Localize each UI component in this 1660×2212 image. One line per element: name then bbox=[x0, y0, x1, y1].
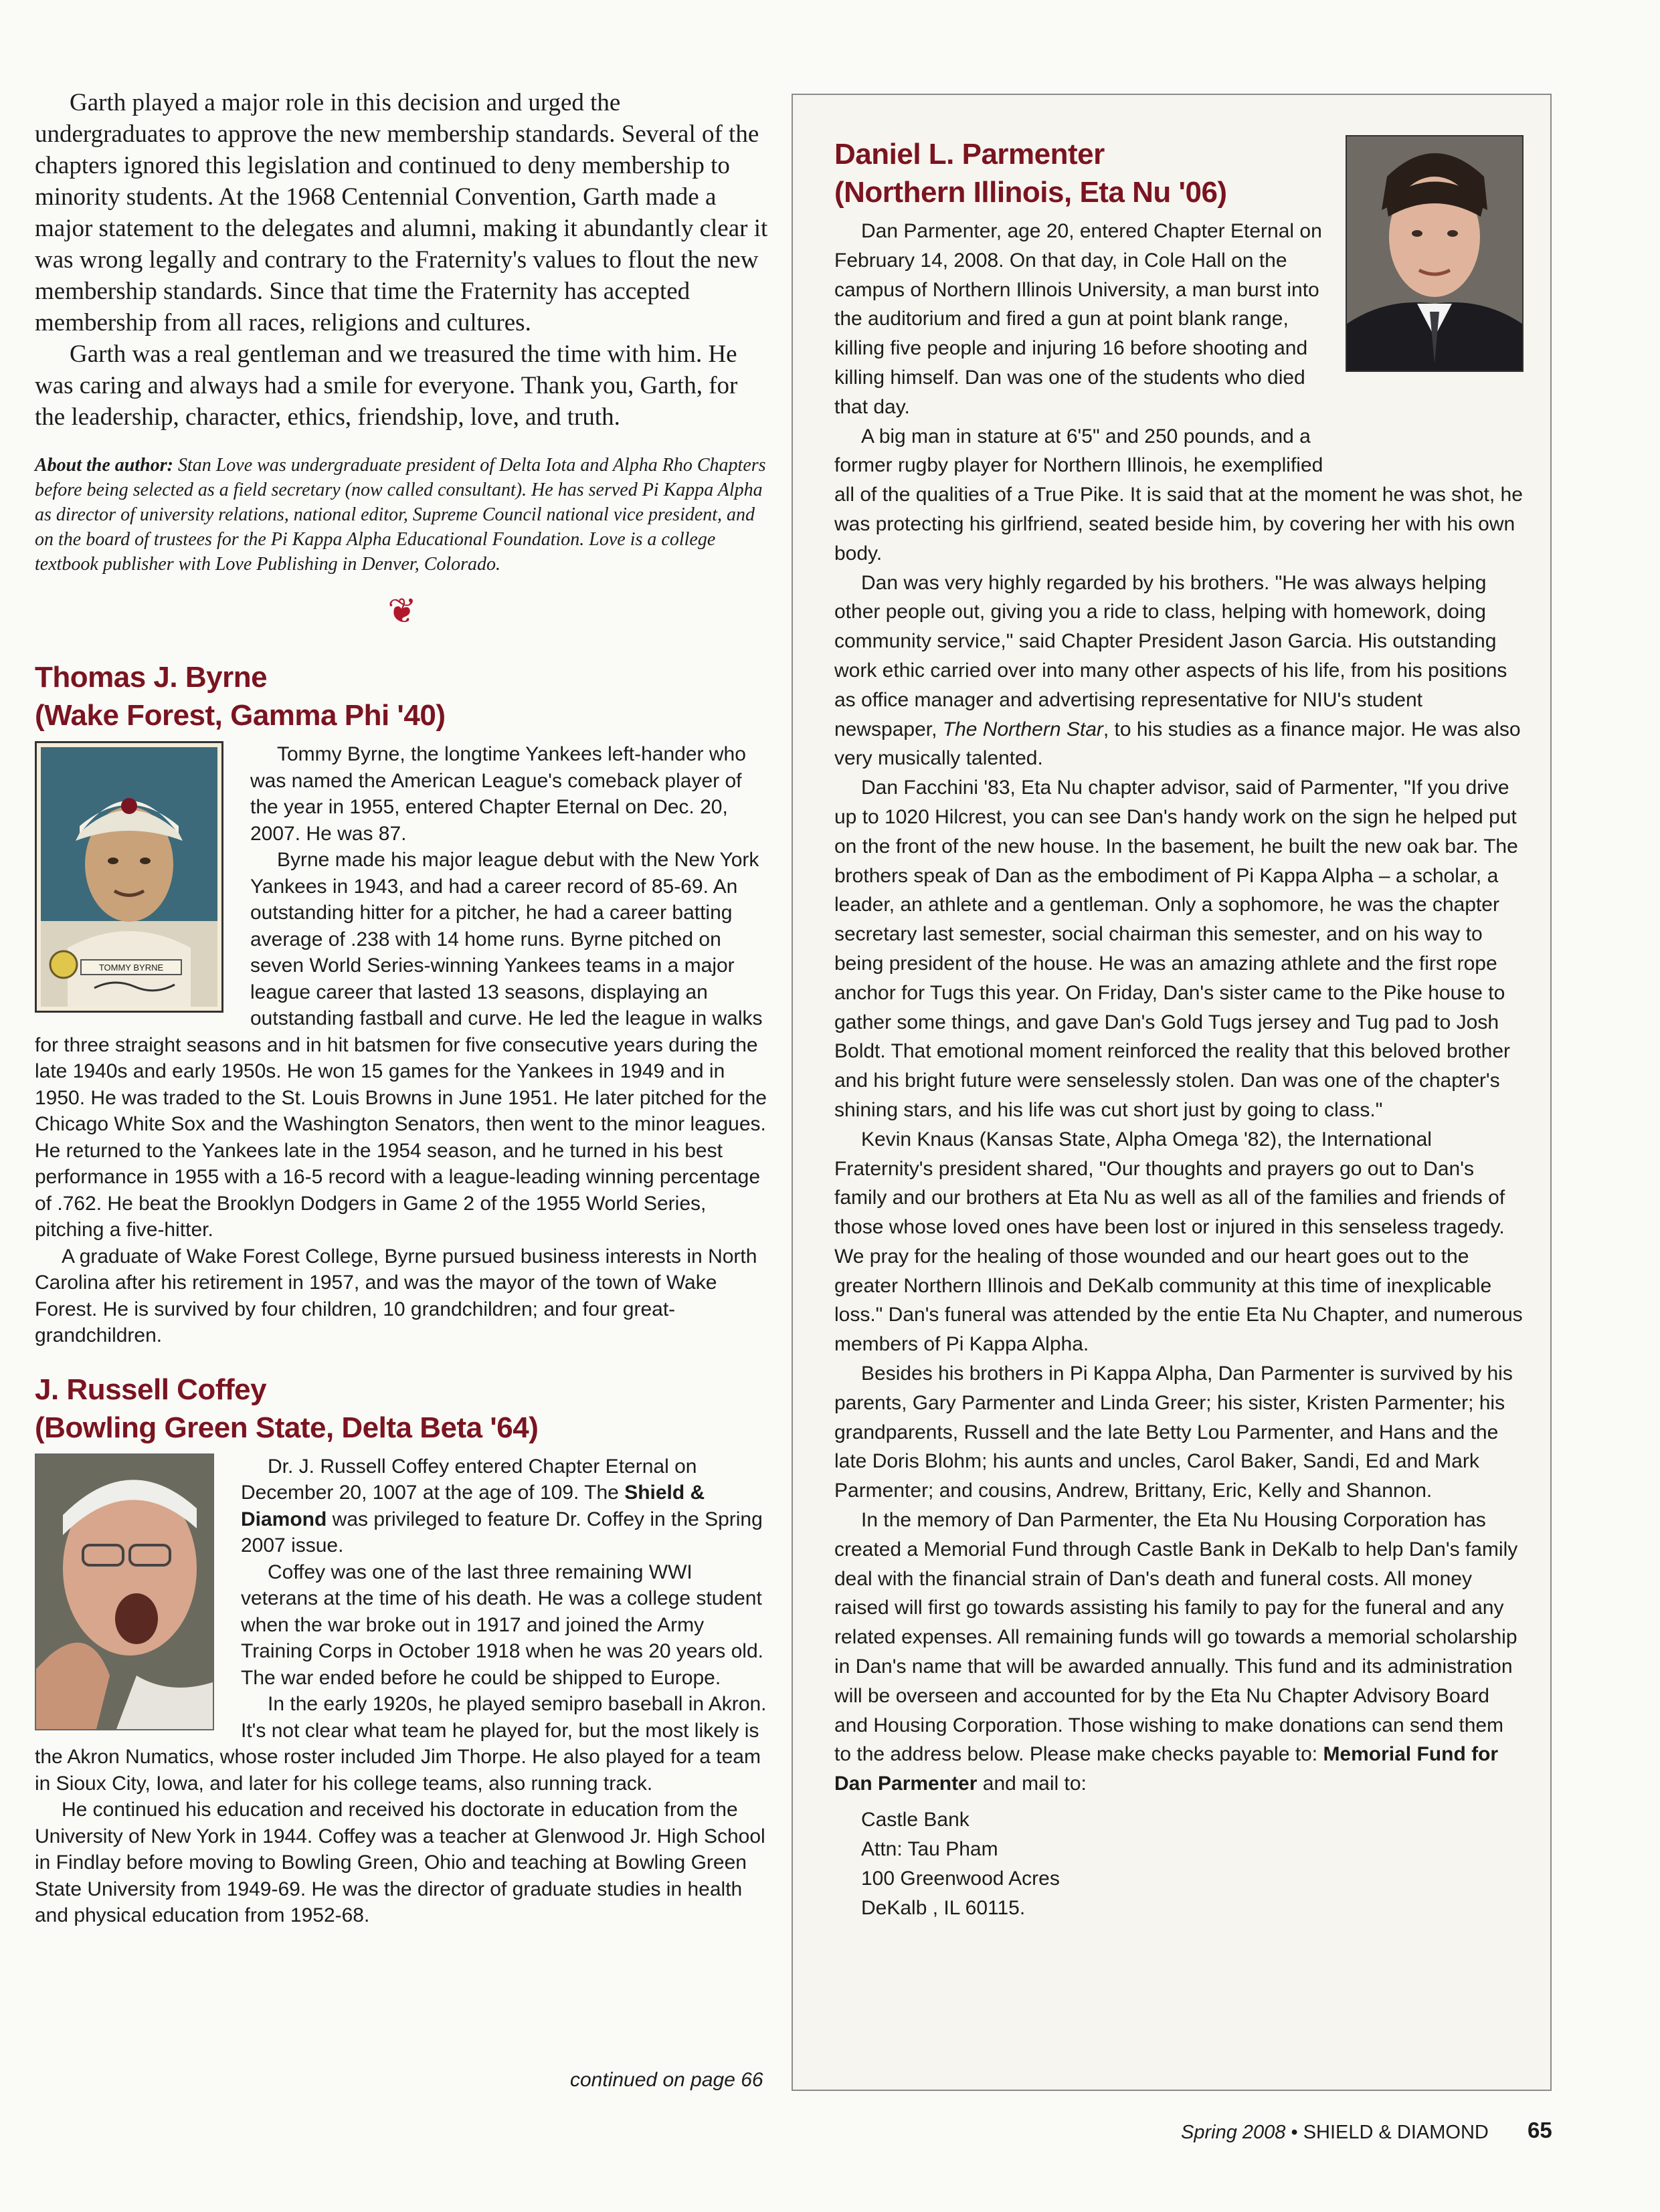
parmenter-paragraph-6: Besides his brothers in Pi Kappa Alpha, Dan Parmenter is survived by his parents, Gary Parmenter and Linda Greer; his sister, Kristen Parmenter; his grandparents, Russell and the late Betty Lou Parmenter, and Hans and the late Doris Blohm; his aunts and uncles, Carol Baker, Sandi, Ed and Mark Parmenter; and cousins, Andrew, Brittany, Eric, Kelly and Shannon. bbox=[834, 1363, 1513, 1502]
about-author-text: Stan Love was undergraduate president of Delta Iota and Alpha Rho Chapters before being selected as a field secretary (now called consultant). He has served Pi Kappa Alpha as director of university relations, national editor, Supreme Council national vice president, and on the board of trustees for the Pi Kappa Alpha Educational Foundation. Love is a college textbook publisher with Love Publishing in Denver, Colorado. bbox=[35, 455, 766, 575]
byrne-paragraph-2: Byrne made his major league debut with the New York Yankees in 1943, and had a career record of 85-69. An outstanding hitter for a pitcher, he had a career batting average of .238 with 14 home runs. Byrne pitched on seven World Series-winning Yankees teams in a major league career that lasted 13 seasons, displaying an outstanding fastball and curve. He led the league in walks for three straight seasons and in hit batsmen for five consecutive years during the late 1940s and early 1950s. He won 15 games for the Yankees in 1949 and in 1950. He was traded to the St. Louis Browns in June 1951. He later pitched for the Chicago White Sox and the Washington Senators, then went to the minor leagues. He returned to the Yankees late in the 1954 season, and he turned in his best performance in 1955 with a 16-5 record with a league-leading winning percentage of .762. He beat the Brooklyn Dodgers in Game 2 of the 1955 World Series, pitching a five-hitter. bbox=[35, 849, 767, 1241]
coffey-paragraph-4: He continued his education and received his doctorate in education from the University of New York in 1944. Coffey was a teacher at Glenwood Jr. High School in Findlay before moving to Bowling Green, Ohio and teaching at Bowling Green State University from 1949-69. He was the director of graduate studies in health and physical education from 1952-68. bbox=[35, 1799, 765, 1926]
parmenter-content bbox=[834, 135, 1524, 1923]
parmenter-portrait-image bbox=[1347, 136, 1522, 371]
footer-bullet: • bbox=[1291, 2122, 1298, 2143]
footer-publication: SHIELD & DIAMOND bbox=[1303, 2122, 1489, 2143]
byrne-paragraph-3: A graduate of Wake Forest College, Byrne pursued business interests in North Carolina after his retirement in 1957, and was the mayor of the town of Wake Forest. He is survived by four children, 10 grandchildren; and four great-grandchildren. bbox=[35, 1245, 757, 1346]
parmenter-text bbox=[834, 135, 1524, 1923]
continued-link: continued on page 66 bbox=[570, 2069, 763, 2091]
left-column bbox=[35, 87, 769, 1929]
address-line: DeKalb , IL 60115. bbox=[861, 1897, 1026, 1920]
coffey-publication-name: Shield & Diamond bbox=[241, 1482, 705, 1530]
footer-season: Spring 2008 bbox=[1181, 2122, 1286, 2143]
card-name-label: TOMMY BYRNE bbox=[98, 963, 164, 973]
byrne-portrait-image bbox=[41, 747, 217, 1007]
parmenter-panel bbox=[792, 94, 1552, 2091]
parmenter-p7-start: In the memory of Dan Parmenter, the Eta Nu Housing Corporation has created a Memorial Fund through Castle Bank in DeKalb to help Dan's family deal with the financial strain of Dan's death and funeral costs. All money raised will first go towards assisting his family to pay for the funeral and any related expenses. All remaining funds will go towards a memorial scholarship in Dan's name that will be awarded annually. This fund and its administration will be overseen and accounted for by the Eta Nu Chapter Advisory Board and Housing Corporation. Those wishing to make donations can send them to the address below. Please make checks payable to: bbox=[834, 1509, 1518, 1766]
parmenter-p3-end: , to his studies as a finance major. He was also very musically talented. bbox=[834, 718, 1521, 770]
parmenter-paragraph-3 bbox=[834, 569, 1524, 774]
intro-section bbox=[35, 87, 769, 433]
page-number: 65 bbox=[1528, 2118, 1552, 2142]
about-author-note bbox=[35, 453, 769, 577]
parmenter-p7-end: and mail to: bbox=[977, 1773, 1087, 1795]
parmenter-paragraph-7 bbox=[834, 1506, 1524, 1799]
mailing-address bbox=[834, 1805, 1524, 1923]
address-line: Castle Bank bbox=[861, 1809, 970, 1831]
parmenter-name: Daniel L. Parmenter bbox=[834, 138, 1105, 171]
byrne-paragraph-1: Tommy Byrne, the longtime Yankees left-hander who was named the American League's comeback player of the year in 1955, entered Chapter Eternal on Dec. 20, 2007. He was 87. bbox=[250, 743, 746, 845]
parmenter-paragraph-2: A big man in stature at 6'5" and 250 pounds, and a former rugby player for Northern Illinois, he exemplified all of the qualities of a True Pike. It is said that at the moment he was shot, he was protecting his girlfriend, seated beside him, by covering her with his own body. bbox=[834, 425, 1523, 565]
obituary-coffey bbox=[35, 1371, 769, 1929]
address-line: 100 Greenwood Acres bbox=[861, 1868, 1060, 1890]
coffey-p1-end: was privileged to feature Dr. Coffey in the Spring 2007 issue. bbox=[241, 1508, 763, 1556]
intro-paragraph-2: Garth was a real gentleman and we treasured the time with him. He was caring and always had a smile for everyone. Thank you, Garth, for the leadership, character, ethics, friendship, love, and truth. bbox=[35, 340, 738, 431]
byrne-baseball-card-photo bbox=[35, 741, 223, 1013]
memorial-fund-name: Memorial Fund for Dan Parmenter bbox=[834, 1743, 1499, 1795]
parmenter-p3-start: Dan was very highly regarded by his brothers. "He was always helping other people out, giving you a ride to class, helping with homework, doing community service," said Chapter President Jason Garcia. His outstanding work ethic carried over into many other aspects of his life, from his positions as office manager and advertising representative for NIU's student newspaper, bbox=[834, 571, 1507, 740]
byrne-name: Thomas J. Byrne bbox=[35, 661, 268, 694]
coffey-p1-start: Dr. J. Russell Coffey entered Chapter Eternal on December 20, 1007 at the age of 109. The bbox=[241, 1455, 697, 1504]
parmenter-paragraph-4: Dan Facchini '83, Eta Nu chapter advisor, said of Parmenter, "If you drive up to 1020 Hilcrest, you can see Dan's handy work on the sign he helped put on the front of the new house. In the basement, he built the new oak bar. The brothers speak of Dan as the embodiment of Pi Kappa Alpha – a scholar, a leader, an athlete and a gentleman. Only a sophomore, he was the chapter secretary last semester, social chairman this semester, and on his way to being president of the house. He was an amazing athlete and the first rope anchor for Tugs this year. On Friday, Dan's sister came to the Pike house to gather some things, and gave Dan's Gold Tugs jersey and Tug pad to Josh Boldt. That emotional moment reinforced the reality that this beloved brother and his bright future were senselessly stolen. Dan was one of the chapter's shining stars, and his life was cut short just by going to class." bbox=[834, 777, 1518, 1121]
coffey-name: J. Russell Coffey bbox=[35, 1373, 267, 1406]
parmenter-paragraph-1: Dan Parmenter, age 20, entered Chapter Eternal on February 14, 2008. On that day, in Cole Hall on the campus of Northern Illinois University, a man burst into the auditorium and fired a gun at point blank range, killing five people and injuring 16 before shooting and killing himself. Dan was one of the students who died that day. bbox=[834, 220, 1322, 418]
address-line: Attn: Tau Pham bbox=[861, 1838, 998, 1861]
coffey-photo bbox=[35, 1453, 214, 1730]
parmenter-chapter: (Northern Illinois, Eta Nu '06) bbox=[834, 176, 1227, 209]
obituary-byrne bbox=[35, 658, 769, 1349]
coffey-portrait-image bbox=[36, 1455, 213, 1729]
intro-paragraph-1: Garth played a major role in this decision and urged the undergraduates to approve the new membership standards. Several of the chapters ignored this legislation and continued to deny membership to minority students. At the 1968 Centennial Convention, Garth made a major statement to the delegates and alumni, making it abundantly clear it was wrong legally and contrary to the Fraternity's values to flout the new membership standards. Since that time the Fraternity has accepted membership from all races, religions and cultures. bbox=[35, 89, 768, 336]
coffey-paragraph-2: Coffey was one of the last three remaining WWI veterans at the time of his death. He was a college student when the war broke out in 1917 and joined the Army Training Corps in October 1918 when he was 20 years old. The war ended before he could be shipped to Europe. bbox=[241, 1561, 763, 1689]
parmenter-photo bbox=[1346, 135, 1524, 372]
page-footer bbox=[1181, 2122, 1489, 2144]
ornament-icon: ❦ bbox=[387, 592, 417, 631]
about-author-label: About the author: bbox=[35, 455, 173, 476]
byrne-chapter: (Wake Forest, Gamma Phi '40) bbox=[35, 699, 446, 732]
coffey-chapter: (Bowling Green State, Delta Beta '64) bbox=[35, 1411, 539, 1444]
coffey-paragraph-3: In the early 1920s, he played semipro baseball in Akron. It's not clear what team he played for, but the most likely is the Akron Numatics, whose roster included Jim Thorpe. He also played for a team in Sioux City, Iowa, and later for his college teams, also running track. bbox=[35, 1693, 767, 1795]
newspaper-title: The Northern Star bbox=[942, 718, 1103, 740]
parmenter-paragraph-5: Kevin Knaus (Kansas State, Alpha Omega '82), the International Fraternity's president shared, "Our thoughts and prayers go out to Dan's family and our brothers at Eta Nu as well as all of the families and friends of those whose loved ones have been lost or injured in this senseless tragedy. We pray for the healing of those wounded and our heart goes out to the greater Northern Illinois and DeKalb community at this time of inexplicable loss." Dan's funeral was attended by the entie Eta Nu Chapter, and numerous members of Pi Kappa Alpha. bbox=[834, 1128, 1523, 1356]
